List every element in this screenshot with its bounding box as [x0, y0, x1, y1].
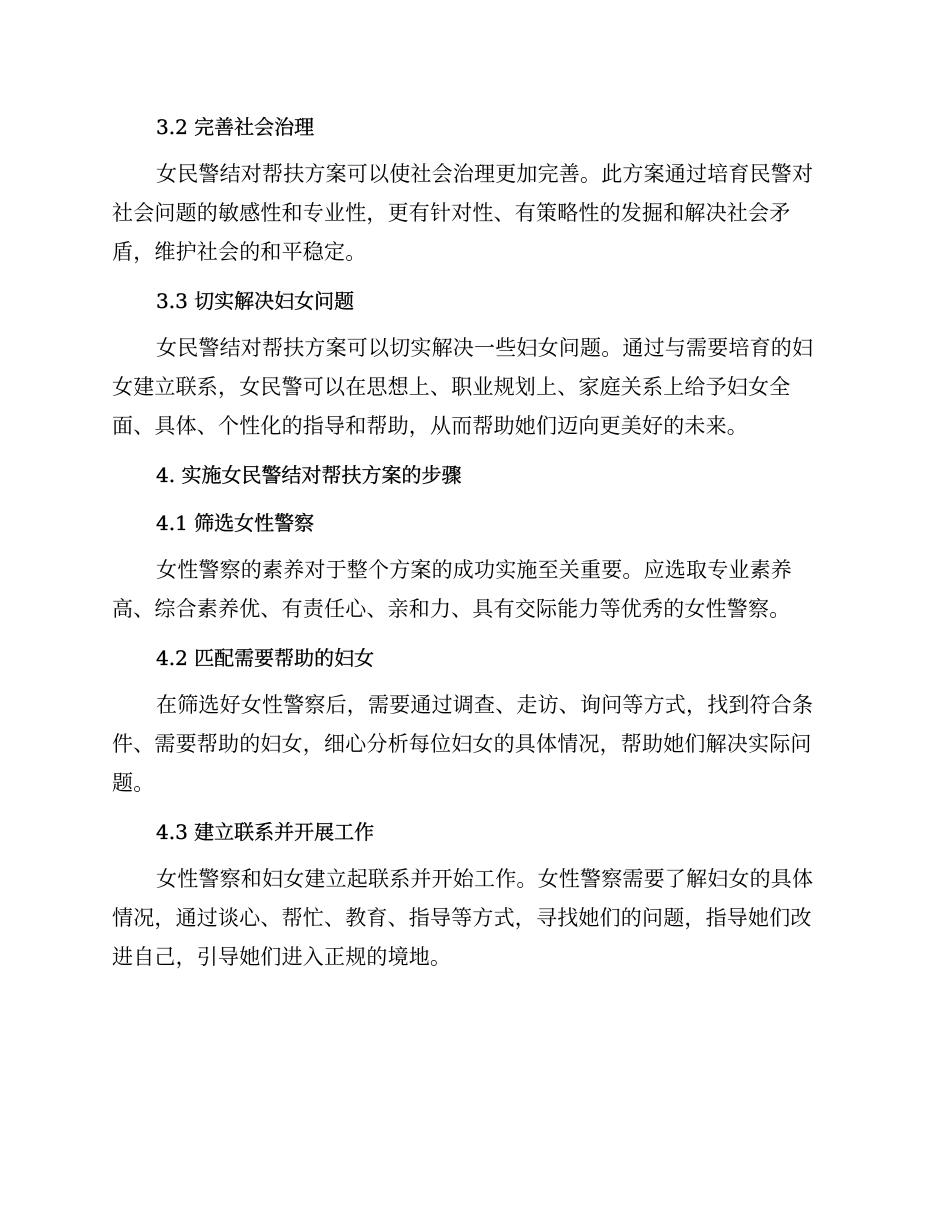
section-paragraph-4-2: 在筛选好女性警察后，需要通过调查、走访、询问等方式，找到符合条件、需要帮助的妇女，细心分析每位妇女的具体情况，帮助她们解决实际问题。	[112, 693, 814, 795]
section-paragraph-3-2: 女民警结对帮扶方案可以使社会治理更加完善。此方案通过培育民警对社会问题的敏感性和专业性，更有针对性、有策略性的发掘和解决社会矛盾，维护社会的和平稳定。	[112, 162, 814, 264]
section-heading-3-3: 3.3 切实解决妇女问题	[156, 289, 355, 313]
section-heading-3-2: 3.2 完善社会治理	[156, 115, 315, 139]
document-body	[112, 108, 830, 977]
section-heading-4-2: 4.2 匹配需要帮助的妇女	[156, 646, 375, 670]
section-heading-4-1: 4.1 筛选女性警察	[156, 511, 315, 535]
section-paragraph-4-1: 女性警察的素养对于整个方案的成功实施至关重要。应选取专业素养高、综合素养优、有责任心、亲和力、具有交际能力等优秀的女性警察。	[112, 558, 792, 621]
section-paragraph-4-3: 女性警察和妇女建立起联系并开始工作。女性警察需要了解妇女的具体情况，通过谈心、帮忙、教育、指导等方式，寻找她们的问题，指导她们改进自己，引导她们进入正规的境地。	[112, 867, 814, 969]
section-heading-4-3: 4.3 建立联系并开展工作	[156, 820, 375, 844]
section-heading-4: 4. 实施女民警结对帮扶方案的步骤	[156, 463, 462, 487]
section-paragraph-3-3: 女民警结对帮扶方案可以切实解决一些妇女问题。通过与需要培育的妇女建立联系，女民警可以在思想上、职业规划上、家庭关系上给予妇女全面、具体、个性化的指导和帮助，从而帮助她们迈向更美好的未来。	[112, 336, 814, 438]
